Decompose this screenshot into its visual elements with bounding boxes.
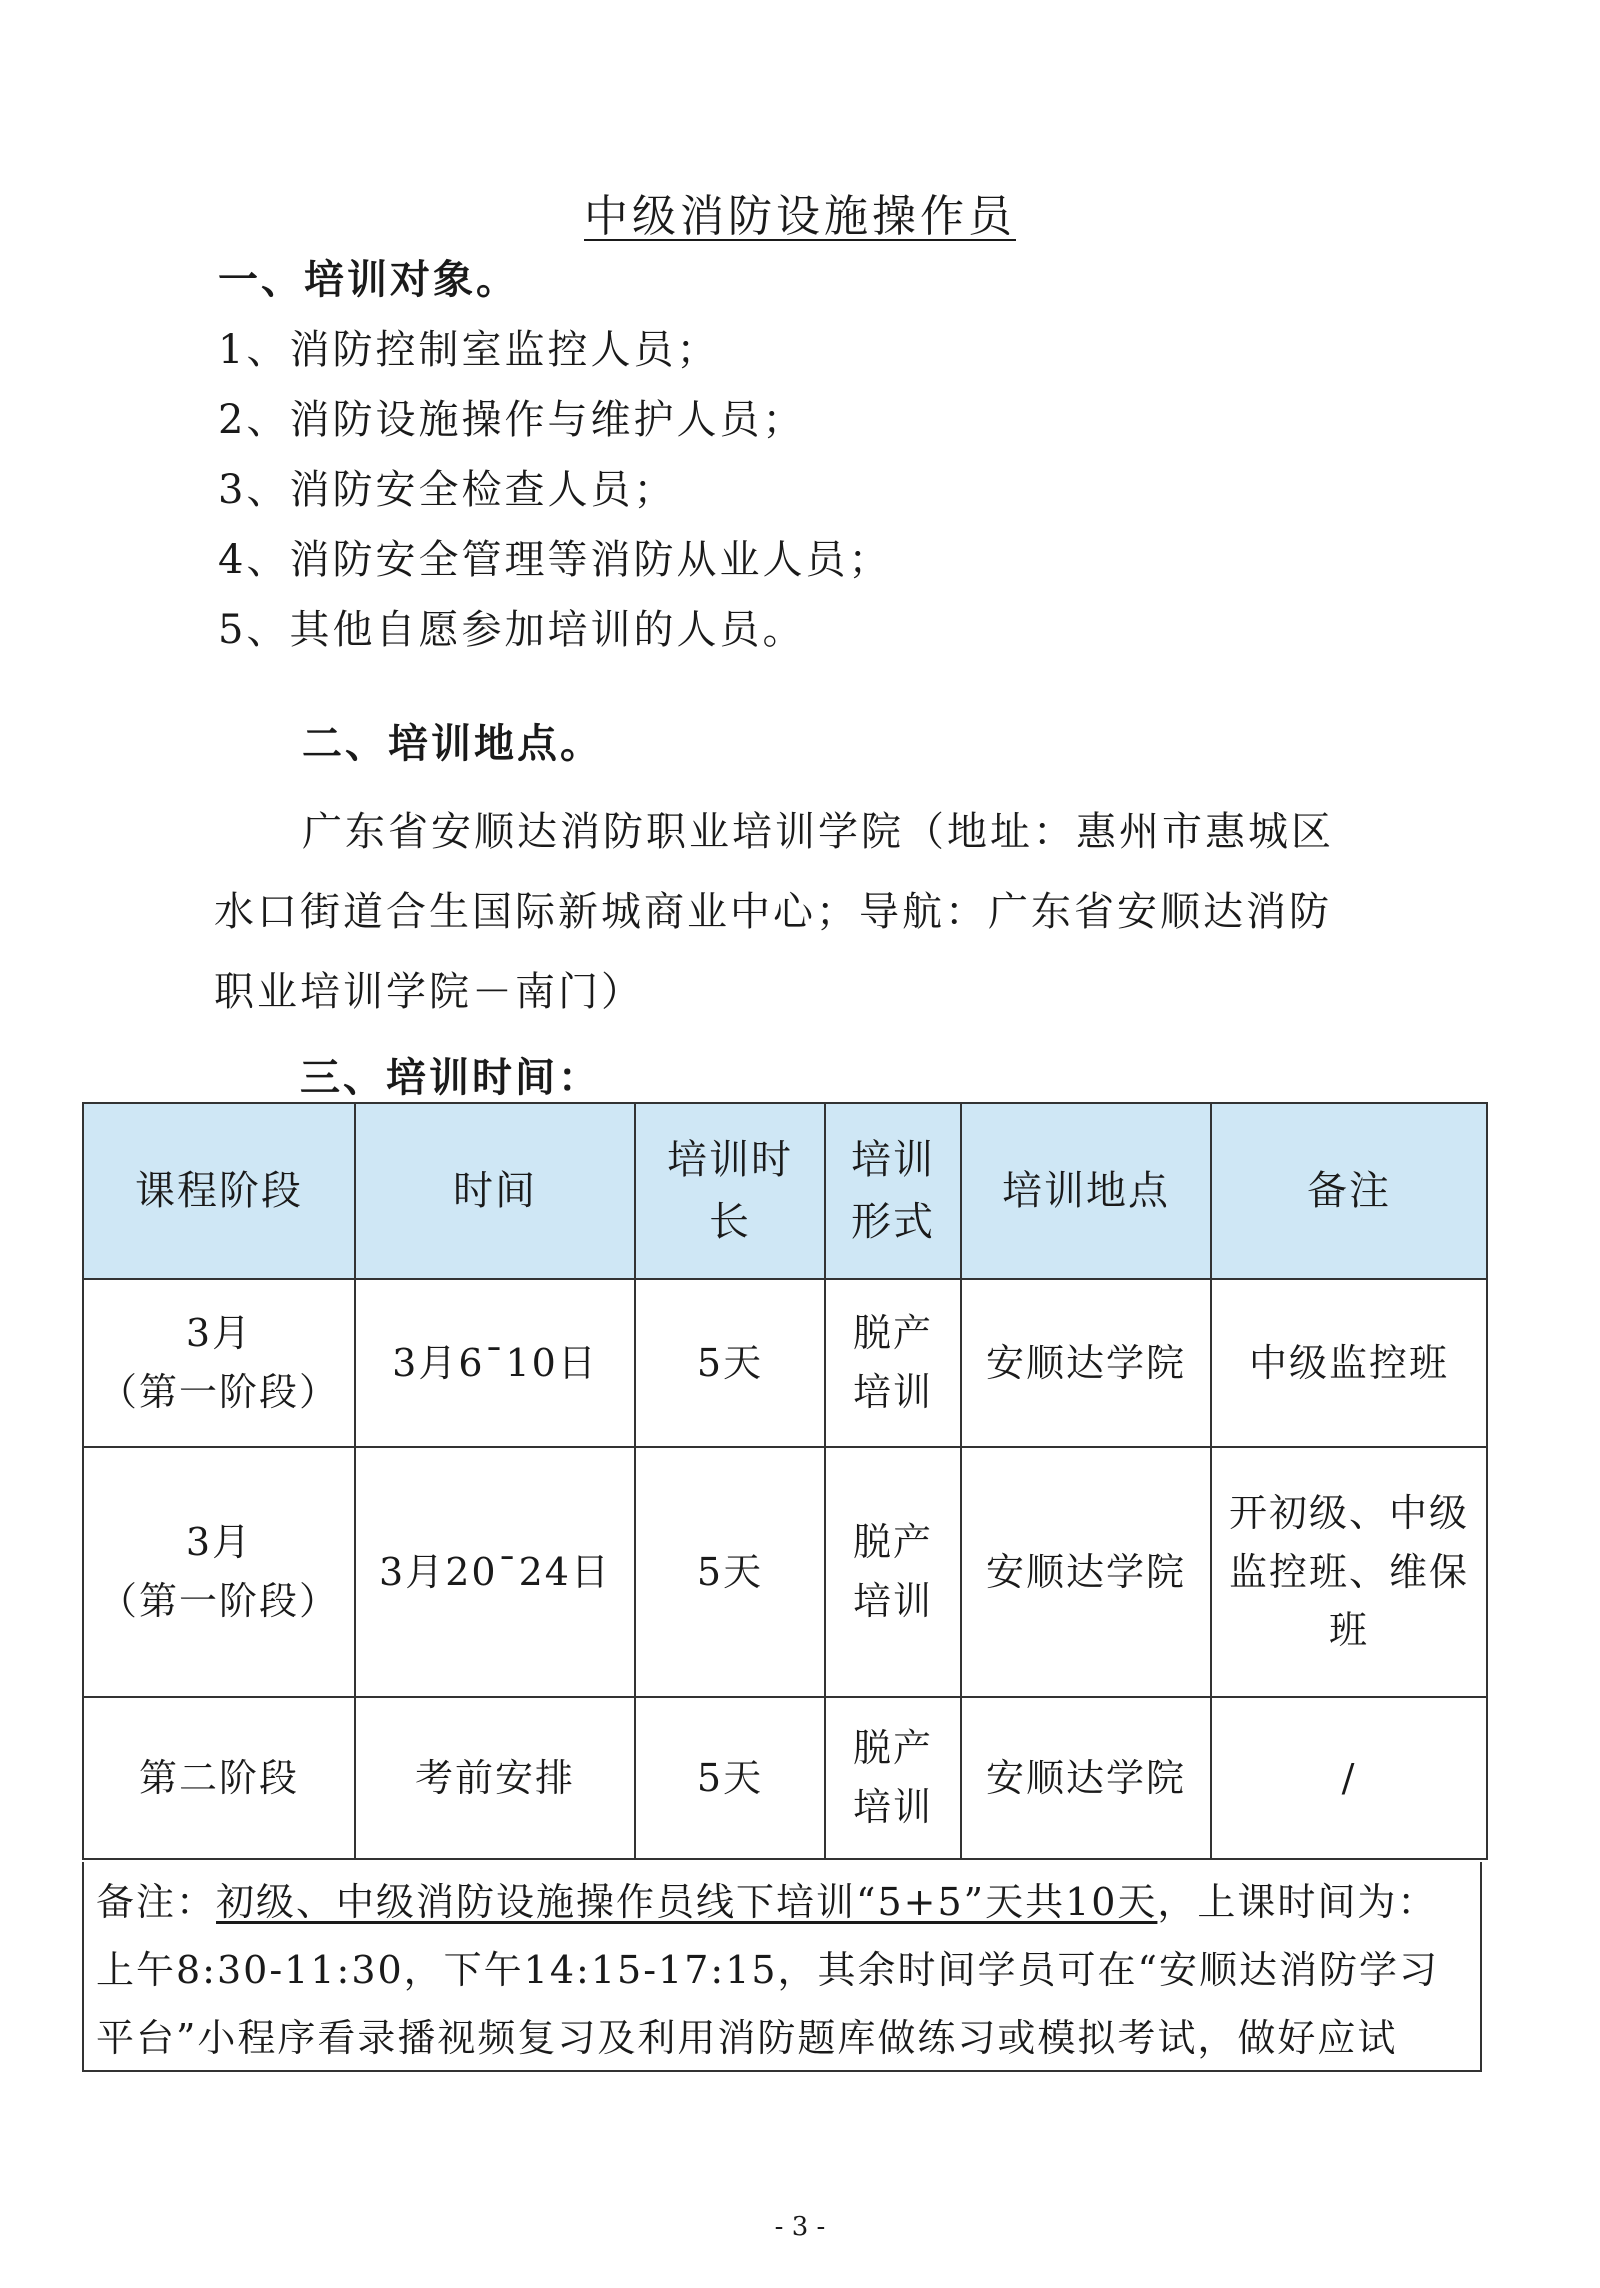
note-line: 平台”小程序看录播视频复习及利用消防题库做练习或模拟考试，做好应试 [96, 2016, 1398, 2060]
header-remark: 备注 [1211, 1103, 1487, 1279]
note-label: 备注： [96, 1880, 217, 1924]
cell-stage: 3月 （第一阶段） [83, 1279, 355, 1447]
page-title: 中级消防设施操作员 [584, 191, 1016, 242]
schedule-table [82, 1102, 1488, 1860]
header-time: 时间 [355, 1103, 635, 1279]
cell-remark: / [1211, 1697, 1487, 1859]
note-text: ，上课时间为： [1157, 1880, 1438, 1924]
cell-place: 安顺达学院 [961, 1697, 1211, 1859]
header-place: 培训地点 [961, 1103, 1211, 1279]
list-item: 5、其他自愿参加培训的人员。 [218, 607, 806, 653]
note-line [96, 1868, 1468, 1936]
table-row [83, 1279, 1487, 1447]
cell-form: 脱产 培训 [825, 1279, 961, 1447]
page-number: - 3 - [774, 2212, 826, 2242]
note-line: 上午8:30-11:30，下午14:15-17:15，其余时间学员可在“安顺达消防学习 [96, 1948, 1439, 1992]
cell-place: 安顺达学院 [961, 1279, 1211, 1447]
list-item: 4、消防安全管理等消防从业人员； [218, 537, 892, 583]
cell-time: 3月6¯10日 [355, 1279, 635, 1447]
header-form: 培训 形式 [825, 1103, 961, 1279]
cell-remark: 中级监控班 [1211, 1279, 1487, 1447]
cell-remark: 开初级、中级 监控班、维保 班 [1211, 1447, 1487, 1697]
cell-time: 考前安排 [355, 1697, 635, 1859]
table-row [83, 1697, 1487, 1859]
cell-stage: 3月 （第一阶段） [83, 1447, 355, 1697]
cell-duration: 5天 [635, 1279, 825, 1447]
table-row [83, 1447, 1487, 1697]
cell-duration: 5天 [635, 1447, 825, 1697]
cell-time: 3月20¯24日 [355, 1447, 635, 1697]
section-heading-training-targets: 一、培训对象。 [218, 256, 519, 303]
address-line: 水口街道合生国际新城商业中心；导航：广东省安顺达消防 [214, 889, 1332, 935]
cell-form: 脱产 培训 [825, 1697, 961, 1859]
cell-duration: 5天 [635, 1697, 825, 1859]
list-item: 2、消防设施操作与维护人员； [218, 397, 806, 443]
section-heading-training-location: 二、培训地点。 [302, 720, 603, 767]
address-line: 职业培训学院－南门） [214, 969, 644, 1015]
cell-stage: 第二阶段 [83, 1697, 355, 1859]
list-item: 3、消防安全检查人员； [218, 467, 677, 513]
header-stage: 课程阶段 [83, 1103, 355, 1279]
note-underlined-text: 初级、中级消防设施操作员线下培训“5+5”天共10天 [216, 1880, 1158, 1924]
table-note [82, 1862, 1482, 2072]
header-duration: 培训时 长 [635, 1103, 825, 1279]
address-line: 广东省安顺达消防职业培训学院（地址：惠州市惠城区 [302, 809, 1334, 855]
cell-form: 脱产 培训 [825, 1447, 961, 1697]
list-item: 1、消防控制室监控人员； [218, 327, 720, 373]
cell-place: 安顺达学院 [961, 1447, 1211, 1697]
section-heading-training-time: 三、培训时间： [300, 1054, 601, 1101]
table-header-row [83, 1103, 1487, 1279]
